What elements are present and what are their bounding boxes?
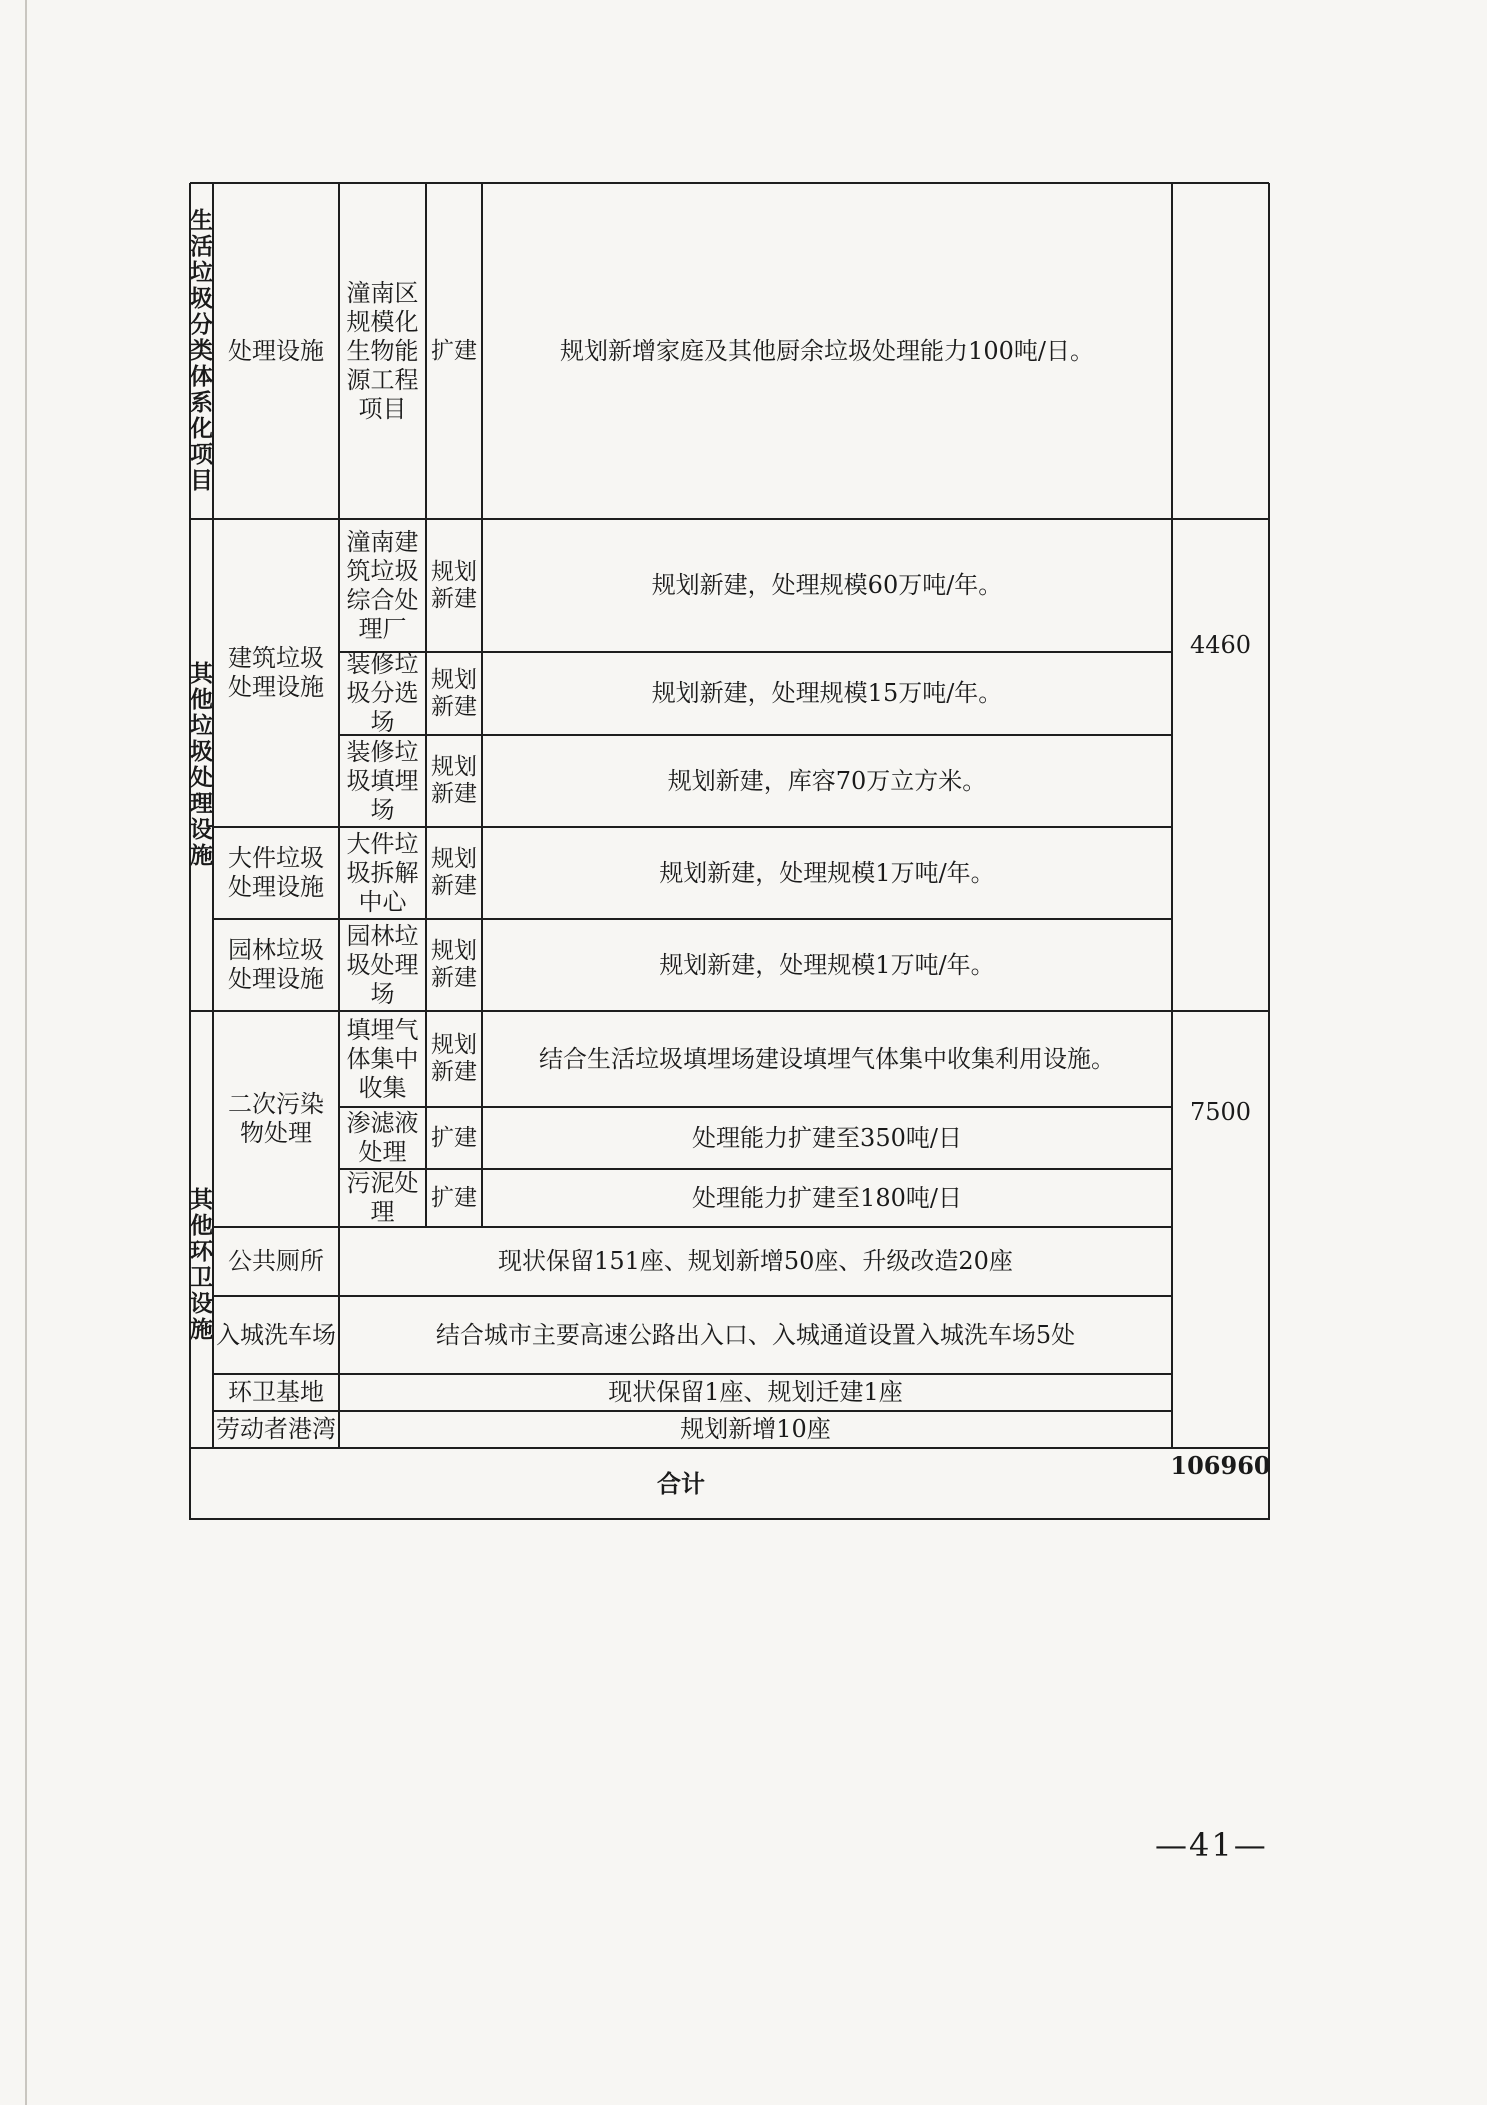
content-text: 结合生活垃圾填埋场建设填埋气体集中收集利用设施。 (539, 1044, 1115, 1073)
project-cell (340, 520, 425, 651)
content-text: 现状保留151座、规划新增50座、升级改造20座 (498, 1247, 1013, 1275)
type-cell (214, 1297, 338, 1373)
type-label: 入城洗车场 (216, 1320, 336, 1349)
content-text: 现状保留1座、规划迁建1座 (608, 1378, 903, 1406)
type-cell (214, 1375, 338, 1410)
type-label: 二次污染物处理 (228, 1090, 324, 1147)
content-cell (483, 828, 1171, 918)
type-cell (214, 828, 338, 918)
investment-cell (1173, 1012, 1268, 1447)
investment-cell (1173, 520, 1268, 1010)
category-label: 其他环卫设施 (190, 1185, 213, 1343)
content-text: 规划新建，库容70万立方米。 (667, 766, 987, 795)
content-text: 结合城市主要高速公路出入口、入城通道设置入城洗车场5处 (435, 1320, 1076, 1349)
content-cell (483, 1108, 1171, 1168)
type-label: 环卫基地 (228, 1378, 324, 1406)
content-text: 规划新建，处理规模15万吨/年。 (651, 679, 1003, 707)
project-label: 填埋气体集中收集 (346, 1015, 419, 1102)
project-cell (340, 920, 425, 1010)
category-label: 生活垃圾分类体系化项目 (190, 207, 213, 494)
facility-table (189, 183, 1270, 1521)
project-cell (340, 1012, 425, 1106)
project-cell (340, 1108, 425, 1168)
content-text: 处理能力扩建至180吨/日 (692, 1183, 962, 1212)
content-cell (483, 1012, 1171, 1106)
category-cell-household (191, 184, 212, 518)
content-text: 规划新增10座 (680, 1415, 831, 1443)
project-cell (340, 184, 425, 518)
mode-label: 扩建 (431, 1124, 477, 1151)
mode-cell (427, 736, 481, 826)
mode-label: 规划新建 (431, 666, 477, 720)
content-cell (483, 1170, 1171, 1226)
mode-cell (427, 1012, 481, 1106)
type-cell (214, 184, 338, 518)
total-value: 106960 (1170, 1451, 1271, 1480)
type-cell (214, 520, 338, 826)
content-cell (483, 653, 1171, 734)
mode-cell (427, 920, 481, 1010)
investment-value: 4460 (1189, 630, 1252, 659)
content-cell (483, 184, 1171, 518)
category-cell-sanitation (191, 1012, 212, 1447)
type-cell (214, 1228, 338, 1295)
mode-cell (427, 653, 481, 734)
content-text: 规划新建，处理规模1万吨/年。 (659, 950, 995, 979)
project-label: 装修垃圾填埋场 (346, 737, 419, 824)
mode-cell (427, 828, 481, 918)
content-cell (483, 736, 1171, 826)
total-label-cell (191, 1449, 1171, 1518)
project-label: 潼南区规模化生物能源工程项目 (346, 278, 419, 423)
type-label: 公共厕所 (228, 1247, 324, 1275)
content-text: 处理能力扩建至350吨/日 (692, 1123, 962, 1152)
project-label: 污泥处理 (346, 1169, 419, 1226)
content-cell (340, 1297, 1171, 1373)
mode-label: 规划新建 (431, 754, 477, 807)
mode-cell (427, 184, 481, 518)
mode-cell (427, 520, 481, 651)
type-label: 处理设施 (228, 336, 324, 365)
mode-label: 规划新建 (431, 558, 477, 612)
mode-cell (427, 1170, 481, 1226)
project-cell (340, 736, 425, 826)
type-cell (214, 920, 338, 1010)
page-number: —41— (1155, 1826, 1268, 1864)
type-cell (214, 1412, 338, 1447)
investment-value: 7500 (1189, 1097, 1252, 1126)
page-edge (25, 0, 27, 2105)
category-cell-other-waste (191, 520, 212, 1010)
content-text: 规划新建，处理规模1万吨/年。 (659, 858, 995, 887)
project-cell (340, 650, 425, 736)
project-label: 装修垃圾分选场 (346, 650, 419, 736)
project-label: 潼南建筑垃圾综合处理厂 (346, 527, 419, 643)
mode-label: 规划新建 (431, 1032, 477, 1085)
project-label: 园林垃圾处理场 (346, 921, 419, 1008)
type-label: 建筑垃圾处理设施 (228, 644, 324, 701)
content-text: 规划新建，处理规模60万吨/年。 (651, 571, 1003, 599)
project-label: 大件垃圾拆解中心 (346, 829, 419, 916)
content-cell (340, 1228, 1171, 1295)
project-label: 渗滤液处理 (346, 1109, 419, 1166)
content-cell (340, 1412, 1171, 1447)
type-label: 园林垃圾处理设施 (228, 936, 324, 993)
type-label: 劳动者港湾 (216, 1415, 336, 1443)
mode-label: 扩建 (431, 1184, 477, 1211)
total-label: 合计 (657, 1469, 705, 1498)
content-cell (483, 920, 1171, 1010)
content-text: 规划新增家庭及其他厨余垃圾处理能力100吨/日。 (560, 336, 1094, 365)
type-cell (214, 1012, 338, 1226)
mode-label: 规划新建 (431, 846, 477, 899)
type-label: 大件垃圾处理设施 (228, 844, 324, 901)
mode-cell (427, 1108, 481, 1168)
total-value-cell (1170, 1449, 1271, 1518)
category-label: 其他垃圾处理设施 (190, 660, 213, 869)
content-cell (483, 520, 1171, 651)
mode-label: 规划新建 (431, 938, 477, 991)
content-cell (340, 1375, 1171, 1410)
project-cell (340, 1170, 425, 1226)
project-cell (340, 828, 425, 918)
mode-label: 扩建 (431, 337, 477, 364)
